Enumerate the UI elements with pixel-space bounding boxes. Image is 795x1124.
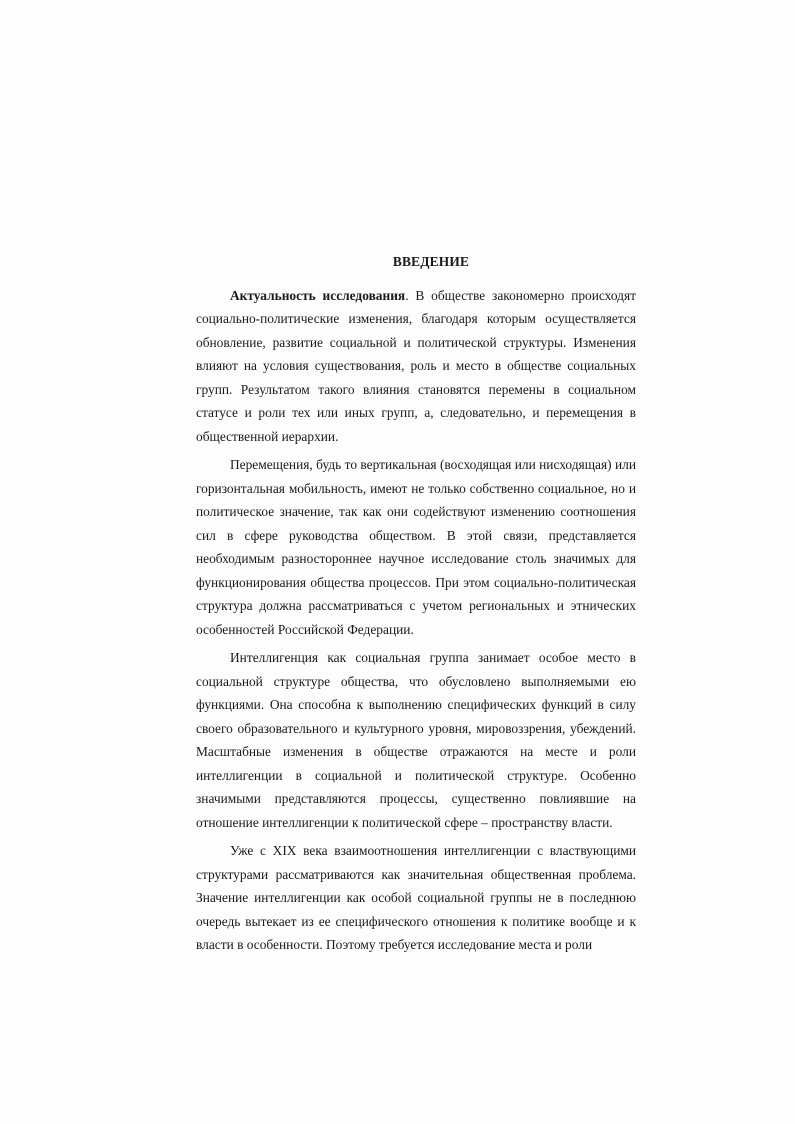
paragraph-4: Уже с XIX века взаимоотношения интеллигенции с властвующими структурами рассматриваются как значительная общественная проблема. Значение интеллигенции как особой социальной группы не в последнюю очередь вытекает из ее специфического отношения к политике вообще и к власти в особенности. Поэтому требуется исследование места и роли [196, 843, 636, 952]
paragraph-text: . В обществе закономерно происходят социально-политические изменения, благодаря которым осуществляется обновление, развитие социальной и политической структуры. Изменения влияют на условия существования, роль и место в обществе социальных групп. Результатом такого влияния становятся перемены в социальном статусе и роли тех или иных групп, а, следовательно, и перемещения в общественной иерархии. [196, 287, 637, 444]
paragraph-1 [196, 284, 636, 449]
paragraph-lead: Актуальность исследования [230, 287, 406, 303]
paragraph-3: Интеллигенция как социальная группа занимает особое место в социальной структуре общества, что обусловлено выполняемыми ею функциями. Она способна к выполнению специфических функций в силу своего образовательного и культурного уровня, мировоззрения, убеждений. Масштабные изменения в обществе отражаются на месте и роли интеллигенции в социальной и политической структуре. Особенно значимыми представляются процессы, существенно повлиявшие на отношение интеллигенции к политической сфере – пространству власти. [196, 650, 636, 830]
section-heading: ВВЕДЕНИЕ [392, 254, 470, 269]
paragraph-2: Перемещения, будь то вертикальная (восходящая или нисходящая) или горизонтальная мобильность, имеют не только собственно социальное, но и политическое значение, так как они содействуют изменению соотношения сил в сфере руководства обществом. В этой связи, представляется необходимым разностороннее научное исследование столь значимых для функционирования общества процессов. При этом социально-политическая структура должна рассматриваться с учетом региональных и этнических особенностей Российской Федерации. [196, 457, 636, 637]
document-body [196, 250, 636, 962]
